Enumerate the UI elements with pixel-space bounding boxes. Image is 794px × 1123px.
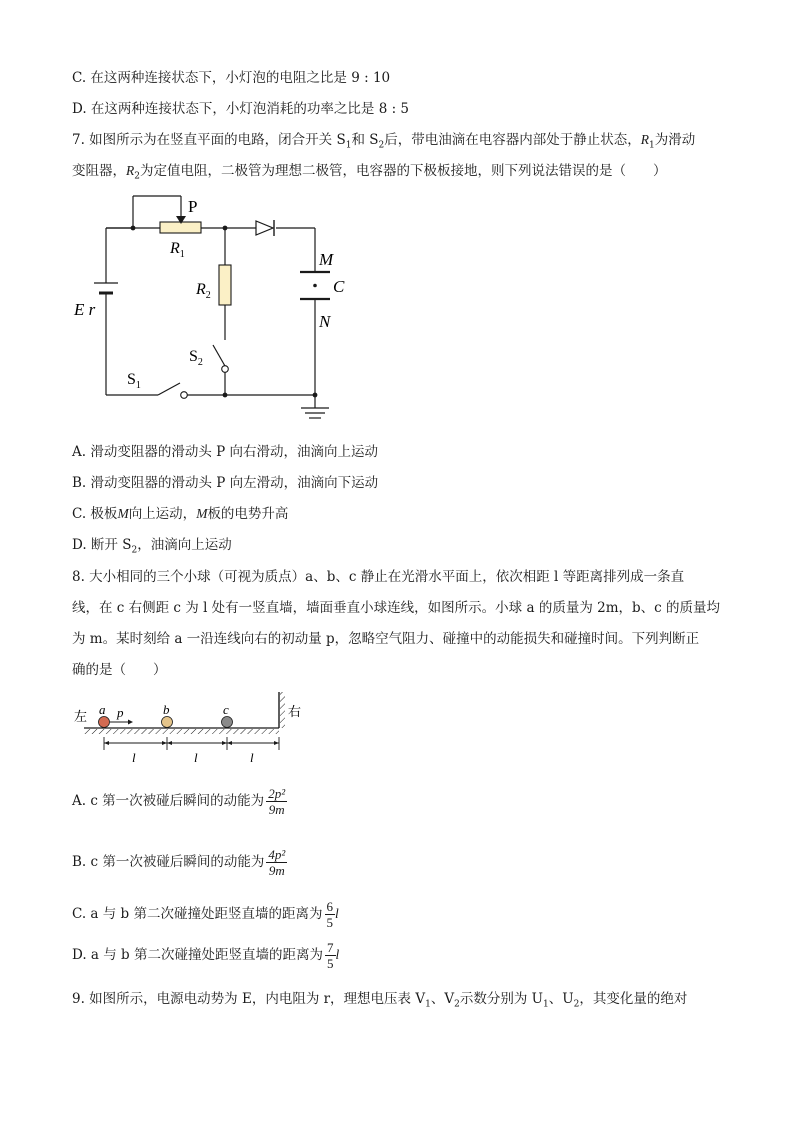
ball-a xyxy=(99,717,110,728)
q8-option-d: D. a 与 b 第二次碰撞处距竖直墙的距离为 $\frac{7}{5}$ l xyxy=(72,940,340,971)
battery-label: E r xyxy=(74,300,96,319)
q8-stem-line4: 确的是（ ） xyxy=(72,662,167,678)
q8-stem-line3: 为 m。某时刻给 a 一沿连线向右的初动量 p，忽略空气阻力、碰撞中的动能损失和碰撞时间。下列判断正 xyxy=(72,631,700,647)
q7-stem-line1: 7. 如图所示为在竖直平面的电路，闭合开关 $S_1$和 $S_2$后，带电油滴在电容器内部处于静止状态，$R_1$为滑动 xyxy=(72,132,696,151)
slider-label-p: P xyxy=(188,197,198,216)
q8-stem-line1: 8. 大小相同的三个小球（可视为质点）a、b、c 静止在光滑水平面上，依次相距 l 等距离排列成一条直 xyxy=(72,569,685,585)
q8-option-c: C. a 与 b 第二次碰撞处距竖直墙的距离为 $\frac{6}{5}$ l xyxy=(72,899,339,930)
q7-circuit-diagram xyxy=(70,190,370,430)
distance-l-2: l xyxy=(194,750,198,765)
s2-label: $S_2$ xyxy=(189,348,203,368)
q9-stem-line1: 9. 如图所示，电源电动势为 E，内电阻为 r，理想电压表 $V_1$、$V_2$示数分别为 $U_1$、$U_2$，其变化量的绝对 xyxy=(72,991,688,1010)
q7-stem-line2: 变阻器，$R_2$为定值电阻，二极管为理想二极管，电容器的下极板接地，则下列说法错误的是（ ） xyxy=(72,163,667,182)
distance-l-3: l xyxy=(250,750,254,765)
q7-option-b: B. 滑动变阻器的滑动头 P 向左滑动，油滴向下运动 xyxy=(72,475,379,491)
q8-stem-line2: 线，在 c 右侧距 c 为 l 处有一竖直墙，墙面垂直小球连线，如图所示。小球 a 的质量为 2m，b、c 的质量均 xyxy=(72,600,720,616)
ball-c xyxy=(222,717,233,728)
momentum-p-label: p xyxy=(117,705,124,720)
q8-balls-diagram xyxy=(72,690,312,770)
distance-l-1: l xyxy=(132,750,136,765)
capacitor-c-label: C xyxy=(333,277,345,296)
plate-n-label: N xyxy=(319,312,331,331)
q8-option-a: A. c 第一次被碰后瞬间的动能为 $\frac{\text{2p²}}{9m}$ xyxy=(72,786,286,817)
ball-b xyxy=(162,717,173,728)
q8-option-b: B. c 第一次被碰后瞬间的动能为 $\frac{\text{4p²}}{9m}$ xyxy=(72,847,286,878)
q7-option-d: D. 断开 $S_2$，油滴向上运动 xyxy=(72,537,232,556)
ball-a-label: a xyxy=(99,702,106,717)
ball-c-label: c xyxy=(223,702,229,717)
plate-m-label: M xyxy=(319,250,334,269)
q6-option-c: C. 在这两种连接状态下，小灯泡的电阻之比是 9 : 10 xyxy=(72,70,391,86)
q6-option-d: D. 在这两种连接状态下，小灯泡消耗的功率之比是 8 : 5 xyxy=(72,101,410,117)
right-label: 右 xyxy=(288,704,302,719)
s1-label: $S_1$ xyxy=(127,371,141,391)
ball-b-label: b xyxy=(163,702,170,717)
q7-option-a: A. 滑动变阻器的滑动头 P 向右滑动，油滴向上运动 xyxy=(72,444,378,460)
r2-label: $R_2$ xyxy=(196,281,211,301)
q7-option-c: C. 极板M向上运动，M板的电势升高 xyxy=(72,506,289,522)
r1-label: $R_1$ xyxy=(170,240,185,260)
left-label: 左 xyxy=(74,709,88,724)
